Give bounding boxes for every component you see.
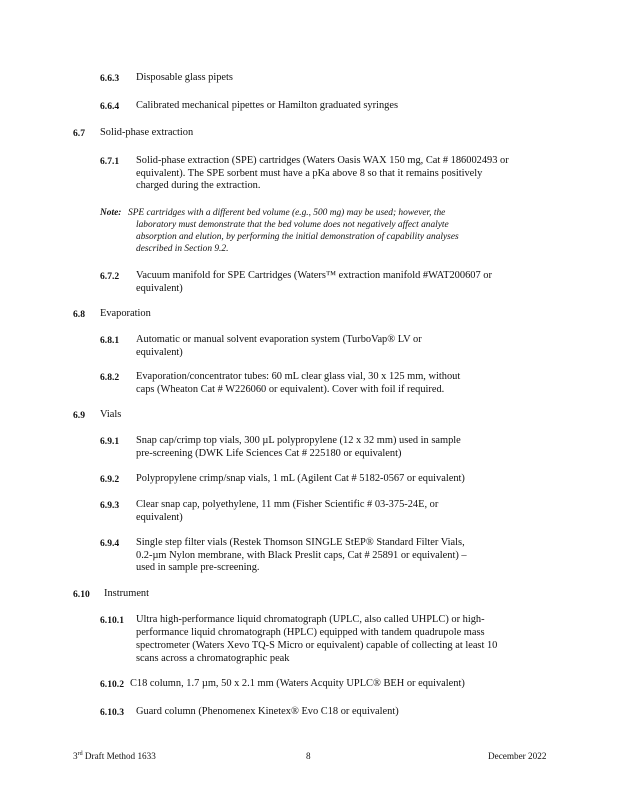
item-text-line: charged during the extraction.: [136, 180, 261, 191]
footer-edition-suffix: rd: [77, 751, 83, 757]
item-number: 6.7.1: [100, 156, 120, 167]
note-line: laboratory must demonstrate that the bed volume does not negatively affect analyte: [136, 220, 449, 230]
footer-left: [73, 751, 156, 762]
item-text-line: used in sample pre-screening.: [136, 562, 260, 573]
item-text-line: Snap cap/crimp top vials, 300 µL polypropylene (12 x 32 mm) used in sample: [136, 435, 461, 446]
item-number: 6.10.3: [100, 707, 124, 718]
section-heading: Evaporation: [100, 308, 151, 319]
item-text-line: equivalent): [136, 347, 183, 358]
footer-method-title: Draft Method 1633: [84, 751, 156, 761]
item-number: 6.10.1: [100, 615, 124, 626]
item-text-line: pre-screening (DWK Life Sciences Cat # 225180 or equivalent): [136, 448, 402, 459]
item-text-line: Automatic or manual solvent evaporation system (TurboVap® LV or: [136, 334, 422, 345]
item-text: Polypropylene crimp/snap vials, 1 mL (Agilent Cat # 5182-0567 or equivalent): [136, 473, 465, 484]
section-heading: Solid-phase extraction: [100, 127, 194, 138]
item-text-line: 0.2-µm Nylon membrane, with Black Preslit caps, Cat # 25891 or equivalent) –: [136, 550, 467, 561]
item-number: 6.8.2: [100, 372, 120, 383]
item-number: 6.9.4: [100, 538, 120, 549]
item-number: 6.9.2: [100, 474, 120, 485]
item-text-line: Clear snap cap, polyethylene, 11 mm (Fisher Scientific # 03-375-24E, or: [136, 499, 439, 510]
item-text: Guard column (Phenomenex Kinetex® Evo C18 or equivalent): [136, 706, 399, 717]
section-heading: Vials: [100, 409, 122, 420]
item-text-line: spectrometer (Waters Xevo TQ-S Micro or equivalent) capable of collecting at least 10: [136, 640, 498, 651]
item-number: 6.8.1: [100, 335, 120, 346]
item-text-line: Vacuum manifold for SPE Cartridges (Waters™ extraction manifold #WAT200607 or: [136, 270, 492, 281]
footer-edition-number: 3: [73, 751, 78, 761]
item-text-line: equivalent): [136, 283, 183, 294]
note-line: absorption and elution, by performing the initial demonstration of capability analyses: [136, 232, 459, 242]
item-text: C18 column, 1.7 µm, 50 x 2.1 mm (Waters Acquity UPLC® BEH or equivalent): [130, 678, 465, 689]
item-text-line: Ultra high-performance liquid chromatograph (UPLC, also called UHPLC) or high-: [136, 614, 485, 625]
item-text-line: Single step filter vials (Restek Thomson SINGLE StEP® Standard Filter Vials,: [136, 537, 465, 548]
item-number: 6.6.3: [100, 73, 120, 84]
note-block: [100, 207, 520, 259]
item-text: Calibrated mechanical pipettes or Hamilton graduated syringes: [136, 100, 398, 111]
item-number: 6.9.1: [100, 436, 120, 447]
section-number: 6.10: [73, 589, 90, 600]
note-line: SPE cartridges with a different bed volume (e.g., 500 mg) may be used; however, the: [128, 208, 446, 218]
item-text-line: caps (Wheaton Cat # W226060 or equivalent). Cover with foil if required.: [136, 384, 445, 395]
item-text-line: equivalent). The SPE sorbent must have a pKa above 8 so that it remains positively: [136, 168, 483, 179]
item-text-line: performance liquid chromatograph (HPLC) equipped with tandem quadrupole mass: [136, 627, 485, 638]
item-number: 6.9.3: [100, 500, 120, 511]
section-number: 6.8: [73, 309, 85, 320]
item-text-line: Evaporation/concentrator tubes: 60 mL clear glass vial, 30 x 125 mm, without: [136, 371, 461, 382]
footer-date: December 2022: [488, 751, 547, 761]
item-number: 6.6.4: [100, 101, 120, 112]
note-line: described in Section 9.2.: [136, 244, 229, 254]
page-number: 8: [306, 751, 311, 761]
item-number: 6.7.2: [100, 271, 120, 282]
item-text-line: equivalent): [136, 512, 183, 523]
section-heading: Instrument: [104, 588, 150, 599]
note-label: Note:: [100, 208, 122, 218]
item-text-line: Solid-phase extraction (SPE) cartridges (Waters Oasis WAX 150 mg, Cat # 186002493 or: [136, 155, 509, 166]
section-number: 6.7: [73, 128, 85, 139]
item-text-line: scans across a chromatographic peak: [136, 653, 290, 664]
item-number: 6.10.2: [100, 679, 124, 690]
section-number: 6.9: [73, 410, 85, 421]
item-text: Disposable glass pipets: [136, 72, 233, 83]
